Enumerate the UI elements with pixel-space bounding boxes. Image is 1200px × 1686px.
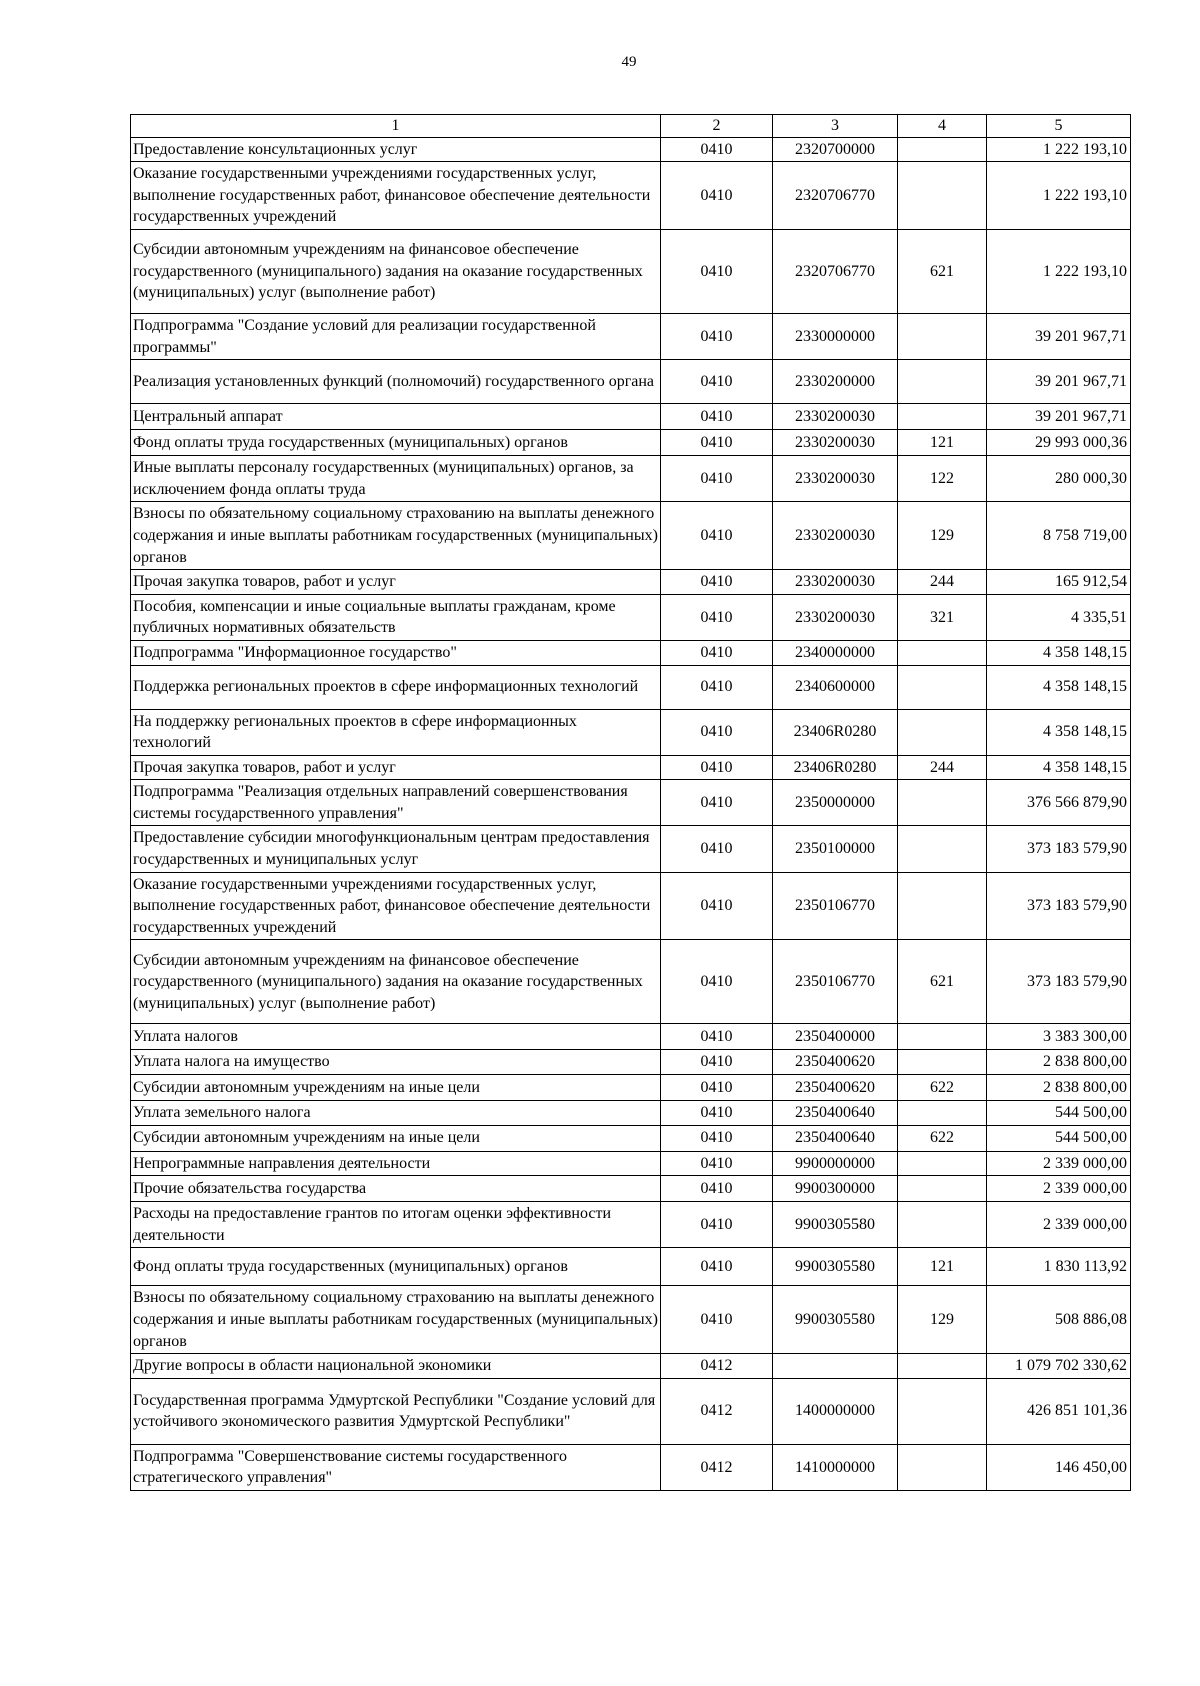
- row-amount: 29 993 000,36: [987, 430, 1131, 456]
- row-amount: 39 201 967,71: [987, 313, 1131, 359]
- row-amount: 544 500,00: [987, 1101, 1131, 1126]
- row-expense-type: [898, 640, 987, 665]
- row-expense-type: [898, 1050, 987, 1075]
- row-name: Прочие обязательства государства: [131, 1176, 661, 1202]
- row-section-code: 0410: [661, 1202, 773, 1248]
- row-expense-type: 129: [898, 502, 987, 570]
- row-name: Пособия, компенсации и иные социальные выплаты гражданам, кроме публичных нормативных обязательств: [131, 594, 661, 640]
- table-row: [131, 709, 1131, 755]
- row-amount: 2 339 000,00: [987, 1202, 1131, 1248]
- table-row: [131, 430, 1131, 456]
- table-row: [131, 1248, 1131, 1286]
- row-target-article: 23406R0280: [773, 755, 898, 780]
- row-section-code: 0410: [661, 640, 773, 665]
- row-target-article: 2350106770: [773, 940, 898, 1024]
- row-amount: 2 339 000,00: [987, 1151, 1131, 1176]
- row-section-code: 0412: [661, 1378, 773, 1444]
- table-row: [131, 1176, 1131, 1202]
- row-amount: 3 383 300,00: [987, 1024, 1131, 1050]
- row-amount: 4 358 148,15: [987, 640, 1131, 665]
- row-name: На поддержку региональных проектов в сфере информационных технологий: [131, 709, 661, 755]
- row-name: Государственная программа Удмуртской Республики "Создание условий для устойчивого экономического развития Удмуртской Республики": [131, 1378, 661, 1444]
- row-target-article: 2340000000: [773, 640, 898, 665]
- row-expense-type: [898, 404, 987, 430]
- row-section-code: 0410: [661, 1176, 773, 1202]
- row-name: Предоставление консультационных услуг: [131, 137, 661, 162]
- row-name: Субсидии автономным учреждениям на иные цели: [131, 1125, 661, 1151]
- row-section-code: 0410: [661, 1075, 773, 1101]
- row-target-article: 2320700000: [773, 137, 898, 162]
- row-amount: 39 201 967,71: [987, 360, 1131, 404]
- row-target-article: 2350400620: [773, 1050, 898, 1075]
- row-amount: 280 000,30: [987, 456, 1131, 502]
- header-col-3: 3: [773, 115, 898, 138]
- row-section-code: 0410: [661, 456, 773, 502]
- row-expense-type: [898, 665, 987, 709]
- table-row: [131, 1101, 1131, 1126]
- row-section-code: 0410: [661, 229, 773, 313]
- table-row: [131, 1444, 1131, 1490]
- row-expense-type: 321: [898, 594, 987, 640]
- row-name: Центральный аппарат: [131, 404, 661, 430]
- row-section-code: 0410: [661, 1050, 773, 1075]
- row-expense-type: [898, 1176, 987, 1202]
- row-section-code: 0410: [661, 570, 773, 595]
- row-target-article: 2320706770: [773, 229, 898, 313]
- row-amount: 1 222 193,10: [987, 229, 1131, 313]
- row-name: Уплата земельного налога: [131, 1101, 661, 1126]
- row-target-article: 2320706770: [773, 162, 898, 230]
- row-target-article: 2330200030: [773, 456, 898, 502]
- row-amount: 1 222 193,10: [987, 137, 1131, 162]
- row-target-article: [773, 1354, 898, 1379]
- table-row: [131, 502, 1131, 570]
- row-expense-type: [898, 1101, 987, 1126]
- row-section-code: 0410: [661, 826, 773, 872]
- row-section-code: 0410: [661, 1248, 773, 1286]
- row-section-code: 0410: [661, 665, 773, 709]
- row-section-code: 0410: [661, 404, 773, 430]
- row-target-article: 9900305580: [773, 1202, 898, 1248]
- row-amount: 146 450,00: [987, 1444, 1131, 1490]
- row-amount: 1 222 193,10: [987, 162, 1131, 230]
- row-name: Уплата налогов: [131, 1024, 661, 1050]
- table-row: [131, 665, 1131, 709]
- row-expense-type: 244: [898, 570, 987, 595]
- row-expense-type: [898, 780, 987, 826]
- table-row: [131, 1125, 1131, 1151]
- row-expense-type: 622: [898, 1075, 987, 1101]
- row-name: Подпрограмма "Реализация отдельных направлений совершенствования системы государственного управления": [131, 780, 661, 826]
- table-row: [131, 1050, 1131, 1075]
- row-amount: 4 335,51: [987, 594, 1131, 640]
- row-amount: 8 758 719,00: [987, 502, 1131, 570]
- table-row: [131, 570, 1131, 595]
- row-amount: 39 201 967,71: [987, 404, 1131, 430]
- row-section-code: 0410: [661, 313, 773, 359]
- row-expense-type: 129: [898, 1286, 987, 1354]
- table-row: [131, 162, 1131, 230]
- row-expense-type: [898, 137, 987, 162]
- row-name: Поддержка региональных проектов в сфере информационных технологий: [131, 665, 661, 709]
- table-row: [131, 360, 1131, 404]
- row-expense-type: [898, 313, 987, 359]
- row-amount: 2 838 800,00: [987, 1050, 1131, 1075]
- row-amount: 373 183 579,90: [987, 826, 1131, 872]
- header-col-5: 5: [987, 115, 1131, 138]
- row-section-code: 0410: [661, 430, 773, 456]
- row-expense-type: [898, 162, 987, 230]
- row-section-code: 0410: [661, 1024, 773, 1050]
- row-target-article: 23406R0280: [773, 709, 898, 755]
- row-expense-type: 121: [898, 430, 987, 456]
- row-target-article: 9900300000: [773, 1176, 898, 1202]
- row-target-article: 2330200030: [773, 594, 898, 640]
- row-expense-type: [898, 709, 987, 755]
- row-target-article: 2330200030: [773, 430, 898, 456]
- table-row: [131, 1378, 1131, 1444]
- header-col-4: 4: [898, 115, 987, 138]
- row-amount: 2 339 000,00: [987, 1176, 1131, 1202]
- header-col-1: 1: [131, 115, 661, 138]
- row-section-code: 0410: [661, 137, 773, 162]
- table-row: [131, 640, 1131, 665]
- row-expense-type: 122: [898, 456, 987, 502]
- row-name: Фонд оплаты труда государственных (муниципальных) органов: [131, 430, 661, 456]
- table-row: [131, 229, 1131, 313]
- row-amount: 4 358 148,15: [987, 755, 1131, 780]
- table-body: [131, 137, 1131, 1490]
- table-row: [131, 940, 1131, 1024]
- row-expense-type: [898, 1202, 987, 1248]
- row-expense-type: 621: [898, 940, 987, 1024]
- row-name: Фонд оплаты труда государственных (муниципальных) органов: [131, 1248, 661, 1286]
- row-target-article: 2350400640: [773, 1125, 898, 1151]
- table-row: [131, 1286, 1131, 1354]
- row-amount: 376 566 879,90: [987, 780, 1131, 826]
- row-expense-type: 244: [898, 755, 987, 780]
- row-target-article: 2350400620: [773, 1075, 898, 1101]
- row-section-code: 0410: [661, 780, 773, 826]
- row-expense-type: [898, 826, 987, 872]
- row-expense-type: [898, 1354, 987, 1379]
- header-col-2: 2: [661, 115, 773, 138]
- row-name: Реализация установленных функций (полномочий) государственного органа: [131, 360, 661, 404]
- row-amount: 2 838 800,00: [987, 1075, 1131, 1101]
- row-name: Прочая закупка товаров, работ и услуг: [131, 755, 661, 780]
- row-name: Уплата налога на имущество: [131, 1050, 661, 1075]
- table-row: [131, 1024, 1131, 1050]
- table-row: [131, 1202, 1131, 1248]
- row-name: Взносы по обязательному социальному страхованию на выплаты денежного содержания и иные выплаты работникам государственных (муниципальных) органов: [131, 1286, 661, 1354]
- row-name: Предоставление субсидии многофункциональным центрам предоставления государственных и муниципальных услуг: [131, 826, 661, 872]
- table-row: [131, 404, 1131, 430]
- table-row: [131, 313, 1131, 359]
- row-expense-type: [898, 1024, 987, 1050]
- table-row: [131, 872, 1131, 940]
- row-target-article: 2340600000: [773, 665, 898, 709]
- row-name: Прочая закупка товаров, работ и услуг: [131, 570, 661, 595]
- row-section-code: 0410: [661, 1101, 773, 1126]
- budget-table: [130, 114, 1131, 1491]
- row-target-article: 2330200030: [773, 570, 898, 595]
- page-number: 49: [621, 54, 637, 70]
- row-expense-type: [898, 1151, 987, 1176]
- row-name: Расходы на предоставление грантов по итогам оценки эффективности деятельности: [131, 1202, 661, 1248]
- row-name: Субсидии автономным учреждениям на финансовое обеспечение государственного (муниципального) задания на оказание государственных (муниципальных) услуг (выполнение работ): [131, 940, 661, 1024]
- row-section-code: 0410: [661, 1151, 773, 1176]
- row-section-code: 0410: [661, 360, 773, 404]
- row-expense-type: [898, 1378, 987, 1444]
- row-name: Подпрограмма "Информационное государство": [131, 640, 661, 665]
- row-target-article: 1410000000: [773, 1444, 898, 1490]
- row-target-article: 2350000000: [773, 780, 898, 826]
- table-row: [131, 755, 1131, 780]
- row-name: Иные выплаты персоналу государственных (муниципальных) органов, за исключением фонда оплаты труда: [131, 456, 661, 502]
- table-row: [131, 780, 1131, 826]
- row-target-article: 2330200030: [773, 502, 898, 570]
- table-row: [131, 594, 1131, 640]
- header-row: [131, 115, 1131, 138]
- row-amount: 373 183 579,90: [987, 872, 1131, 940]
- row-target-article: 2330200000: [773, 360, 898, 404]
- row-expense-type: 121: [898, 1248, 987, 1286]
- row-name: Подпрограмма "Создание условий для реализации государственной программы": [131, 313, 661, 359]
- row-amount: 426 851 101,36: [987, 1378, 1131, 1444]
- row-target-article: 2350400640: [773, 1101, 898, 1126]
- row-section-code: 0410: [661, 1286, 773, 1354]
- table-row: [131, 456, 1131, 502]
- table-row: [131, 137, 1131, 162]
- row-name: Подпрограмма "Совершенствование системы государственного стратегического управления": [131, 1444, 661, 1490]
- row-section-code: 0410: [661, 1125, 773, 1151]
- row-amount: 1 830 113,92: [987, 1248, 1131, 1286]
- row-expense-type: 622: [898, 1125, 987, 1151]
- row-section-code: 0410: [661, 594, 773, 640]
- row-section-code: 0412: [661, 1444, 773, 1490]
- row-amount: 544 500,00: [987, 1125, 1131, 1151]
- row-target-article: 2350106770: [773, 872, 898, 940]
- row-amount: 508 886,08: [987, 1286, 1131, 1354]
- row-target-article: 9900000000: [773, 1151, 898, 1176]
- row-section-code: 0410: [661, 709, 773, 755]
- row-amount: 4 358 148,15: [987, 709, 1131, 755]
- row-expense-type: [898, 872, 987, 940]
- row-expense-type: 621: [898, 229, 987, 313]
- row-section-code: 0410: [661, 940, 773, 1024]
- row-name: Взносы по обязательному социальному страхованию на выплаты денежного содержания и иные выплаты работникам государственных (муниципальных) органов: [131, 502, 661, 570]
- row-section-code: 0410: [661, 872, 773, 940]
- row-target-article: 2330200030: [773, 404, 898, 430]
- row-target-article: 9900305580: [773, 1248, 898, 1286]
- row-expense-type: [898, 360, 987, 404]
- row-name: Оказание государственными учреждениями государственных услуг, выполнение государственных работ, финансовое обеспечение деятельности государственных учреждений: [131, 162, 661, 230]
- row-target-article: 1400000000: [773, 1378, 898, 1444]
- row-expense-type: [898, 1444, 987, 1490]
- row-amount: 4 358 148,15: [987, 665, 1131, 709]
- row-amount: 1 079 702 330,62: [987, 1354, 1131, 1379]
- row-amount: 165 912,54: [987, 570, 1131, 595]
- table-row: [131, 826, 1131, 872]
- row-name: Другие вопросы в области национальной экономики: [131, 1354, 661, 1379]
- row-name: Оказание государственными учреждениями государственных услуг, выполнение государственных работ, финансовое обеспечение деятельности государственных учреждений: [131, 872, 661, 940]
- table-row: [131, 1151, 1131, 1176]
- row-name: Субсидии автономным учреждениям на финансовое обеспечение государственного (муниципального) задания на оказание государственных (муниципальных) услуг (выполнение работ): [131, 229, 661, 313]
- row-name: Непрограммные направления деятельности: [131, 1151, 661, 1176]
- row-section-code: 0412: [661, 1354, 773, 1379]
- row-name: Субсидии автономным учреждениям на иные цели: [131, 1075, 661, 1101]
- row-section-code: 0410: [661, 162, 773, 230]
- row-amount: 373 183 579,90: [987, 940, 1131, 1024]
- row-target-article: 2330000000: [773, 313, 898, 359]
- row-target-article: 9900305580: [773, 1286, 898, 1354]
- table-row: [131, 1354, 1131, 1379]
- row-section-code: 0410: [661, 755, 773, 780]
- row-target-article: 2350400000: [773, 1024, 898, 1050]
- table-row: [131, 1075, 1131, 1101]
- row-target-article: 2350100000: [773, 826, 898, 872]
- row-section-code: 0410: [661, 502, 773, 570]
